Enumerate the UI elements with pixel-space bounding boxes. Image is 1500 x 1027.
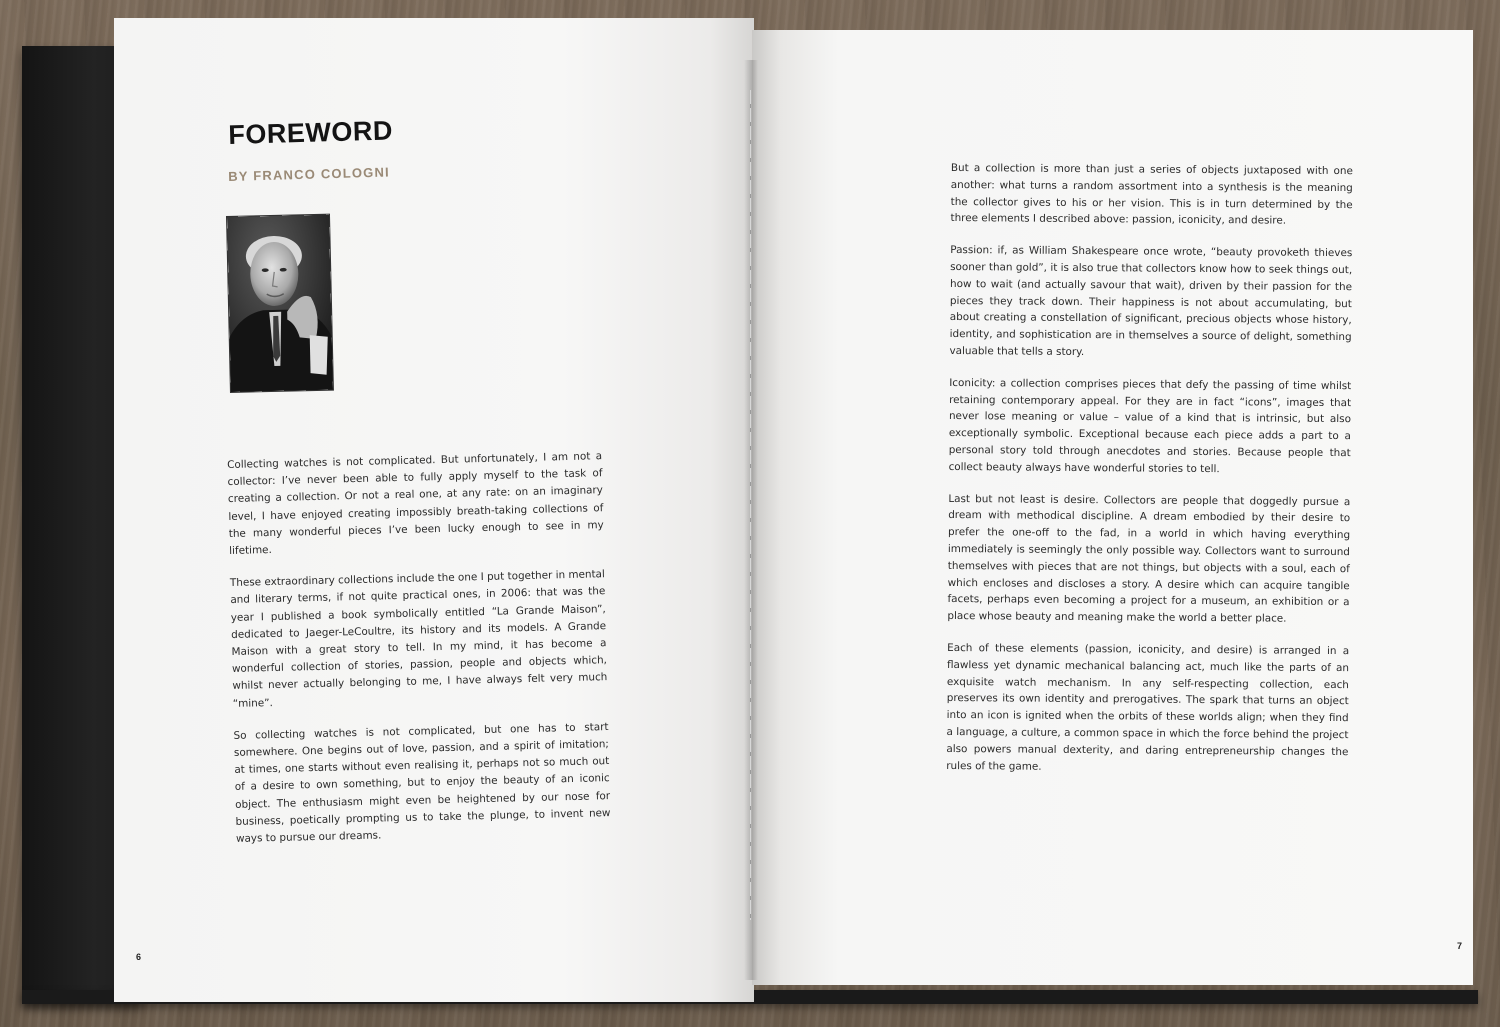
book-gutter: [744, 60, 758, 980]
right-page-text: [946, 160, 1353, 792]
paragraph: These extraordinary collections include the one I put together in mental and literary terms, if not quite practical ones, in 2006: that was the year I published a book symbolically entitled “La Grande Maison”, dedicated to Jaeger-LeCoultre, its history and its models. A Grande Maison with a great story to tell. In my mind, it has become a wonderful collection of stories, passion, people and objects which, whilst never actually belonging to me, I have always felt very much “mine”.: [229, 568, 608, 710]
author-byline: BY FRANCO COLOGNI: [228, 164, 391, 184]
paragraph: Passion: if, as William Shakespeare once wrote, “beauty provoketh thieves sooner than gold”, it is also true that collectors know how to seek things out, how to wait (and actually savour that wait), driven by their passion for the pieces they track down. Their happiness is not about accumulating, but about creating a constellation of significant, precious objects whose history, identity, and sophistication are in themselves a source of delight, something valuable that tells a story.: [949, 244, 1353, 359]
binding-stitch: [750, 90, 751, 920]
paragraph: Iconicity: a collection comprises pieces that defy the passing of time whilst retaining contemporary appeal. For they are in fact “icons”, images that never lose meaning or value – value of a kind that is intrinsic, but also exceptionally symbolic. Exceptional because each piece adds a part to a personal story told through anecdotes and stories. Because people that collect beauty always have wonderful stories to tell.: [948, 376, 1352, 475]
paragraph: So collecting watches is not complicated, but one has to start somewhere. One begins out of love, passion, and a spirit of imitation; at times, one starts without even realising it, perhaps not so much out of a desire to own something, but to enjoy the beauty of an iconic object. The enthusiasm might even be heightened by our nose for business, poetically prompting us to take the plunge, to invent new ways to pursue our dreams.: [233, 720, 611, 845]
left-page-text: [227, 448, 611, 863]
page-title: FOREWORD: [228, 115, 394, 150]
paragraph: Collecting watches is not complicated. But unfortunately, I am not a collector: I’ve never been able to fully apply myself to the task of creating a collection. Or not a real one, at any rate: on an imaginary level, I have enjoyed creating impossibly breath-taking collections of the many wonderful pieces I’ve been lucky enough to see in my lifetime.: [227, 450, 604, 557]
author-portrait-photo: [227, 215, 333, 392]
paragraph: Last but not least is desire. Collectors are people that doggedly pursue a dream with methodical discipline. A dream embodied by their desire to prefer the one-off to the fad, in a world in which having everything immediately is seemingly the only possible way. Collectors want to surround themselves with pieces that are not things, but objects with a soul, each of which encloses and discloses a story. A desire which can acquire tangible facets, perhaps even becoming a project for a museum, an exhibition or a place whose beauty and meaning make the world a better place.: [947, 492, 1351, 625]
page-number-left: 6: [136, 952, 142, 962]
page-number-right: 7: [1457, 941, 1463, 951]
paragraph: Each of these elements (passion, iconicity, and desire) is arranged in a flawless yet dynamic mechanical balancing act, much like the parts of an exquisite watch mechanism. In any self-respecting collection, each preserves its own identity and prerogatives. The spark that turns an object into an icon is ignited when the orbits of these worlds align; when they find a language, a culture, a common space in which the force behind the project also powers manual dexterity, and daring entrepreneurship changes the rules of the game.: [946, 641, 1350, 773]
paragraph: But a collection is more than just a series of objects juxtaposed with one another: what turns a random assortment into a synthesis is the meaning the collector gives to his or her vision. This is in turn determined by the three elements I described above: passion, iconicity, and desire.: [950, 161, 1353, 228]
